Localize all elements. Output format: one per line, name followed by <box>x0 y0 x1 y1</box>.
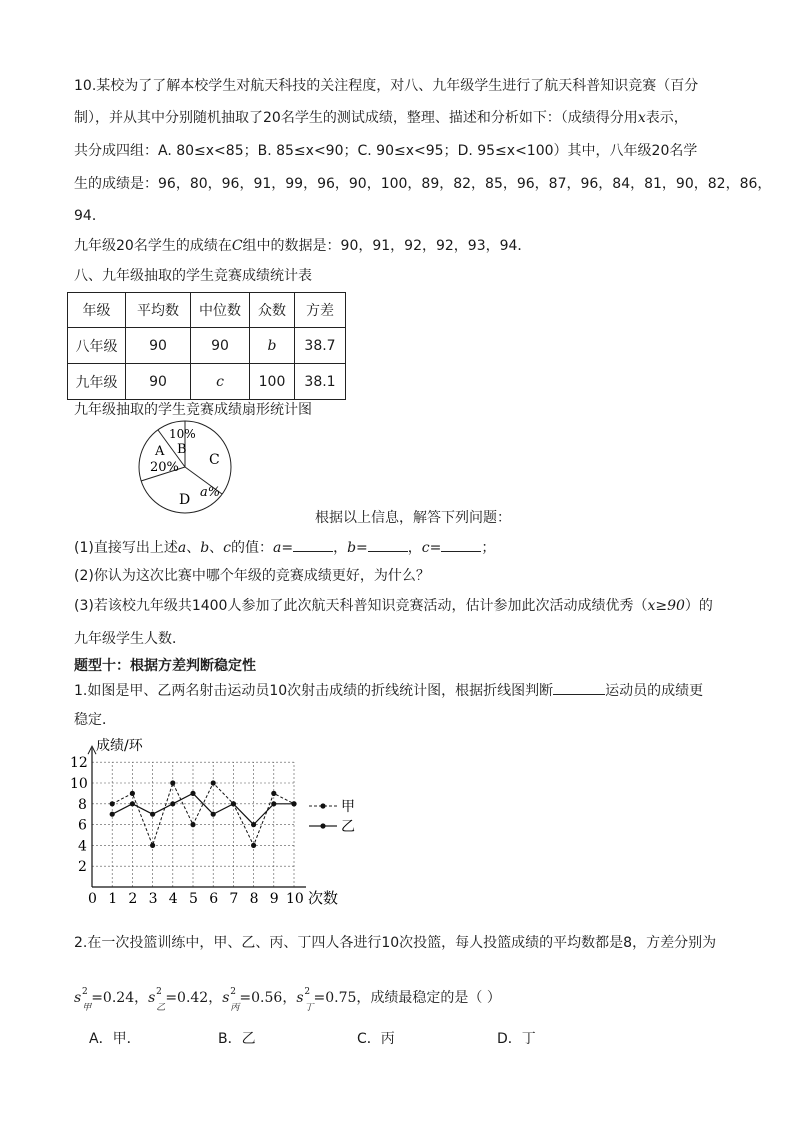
variance-item <box>148 988 164 1014</box>
pie-title: 九年级抽取的学生竞赛成绩扇形统计图 <box>74 402 312 418</box>
pie-label-d: D <box>179 492 191 508</box>
data-point-yi <box>291 801 296 806</box>
table-header: 平均数 <box>126 293 191 328</box>
table-header: 中位数 <box>191 293 250 328</box>
pie-label-d-pct: a% <box>200 485 221 500</box>
y-axis-label: 成绩/环 <box>96 738 143 755</box>
y-tick-label: 4 <box>78 838 87 855</box>
section-title: 题型十：根据方差判断稳定性 <box>74 658 256 674</box>
data-point-yi <box>130 801 135 806</box>
q10-var-c: C <box>231 238 243 254</box>
q2-option-c[interactable]: C．丙 <box>357 1031 395 1047</box>
table-cell: b <box>250 328 295 364</box>
var-s: s <box>296 990 304 1006</box>
q10-line4: 生的成绩是：96，80，96，91，99，96，90，100，89，82，85，96，87，96，84，81，90，82，86， <box>74 176 772 192</box>
x-tick-label: 7 <box>229 891 239 907</box>
x-tick-label: 4 <box>168 891 178 907</box>
legend-label-yi: 乙 <box>341 819 355 835</box>
x-tick-label: 9 <box>269 891 279 907</box>
q2-option-a[interactable]: A．甲． <box>89 1031 141 1047</box>
legend-marker <box>320 803 325 808</box>
q10-line1: 10.某校为了了解本校学生对航天科技的关注程度，对八、九年级学生进行了航天科普知识竞赛（百分 <box>74 78 699 94</box>
q10-sub2: (2)你认为这次比赛中哪个年级的竞赛成绩更好，为什么？ <box>74 568 430 584</box>
sub1-comma: ， <box>407 540 422 556</box>
q10-line3 <box>74 141 697 161</box>
q10-group-a: A. 80≤x<85； <box>158 143 258 159</box>
q1-text-b: 运动员的成绩更 <box>605 683 704 699</box>
q1-text-a: 1.如图是甲、乙两名射击运动员10次射击成绩的折线统计图，根据折线图判断 <box>74 683 554 699</box>
table-row <box>68 328 346 364</box>
table-cell: c <box>191 364 250 400</box>
sub1-end: ； <box>481 540 496 556</box>
table-header: 年级 <box>68 293 126 328</box>
var-value: =0.24， <box>91 990 149 1006</box>
data-point-jia <box>170 780 175 785</box>
y-tick-label: 12 <box>70 755 88 772</box>
q10-line6 <box>74 236 531 256</box>
data-point-yi <box>211 812 216 817</box>
table-cell: 38.7 <box>295 328 346 364</box>
var-sq: 2 <box>156 987 162 997</box>
data-point-yi <box>251 822 256 827</box>
table-cell: 100 <box>250 364 295 400</box>
table-row <box>68 364 346 400</box>
var-sub: 丙 <box>230 1002 240 1013</box>
q2-line1: 2.在一次投篮训练中，甲、乙、丙、丁四人各进行10次投篮，每人投篮成绩的平均数都是8，方差分别为 <box>74 935 717 951</box>
var-sq: 2 <box>82 987 88 997</box>
x-tick-label: 0 <box>88 891 97 907</box>
pie-label-a: A <box>155 444 165 459</box>
data-point-yi <box>170 801 175 806</box>
var-sq: 2 <box>304 987 311 997</box>
var-s: s <box>74 990 82 1006</box>
table-header-row <box>68 293 346 328</box>
answer-blank-q1[interactable] <box>553 680 605 695</box>
chart-legend <box>307 798 367 842</box>
pie-label-c: C <box>209 452 220 468</box>
q10-group-d: D. 95≤x<100 <box>457 143 554 159</box>
x-tick-label: 6 <box>209 891 219 907</box>
data-point-jia <box>271 791 276 796</box>
data-point-jia <box>110 801 115 806</box>
data-point-yi <box>271 801 276 806</box>
y-tick-label: 2 <box>78 859 87 876</box>
q10-line2 <box>74 108 688 128</box>
y-tick-label: 10 <box>70 776 88 792</box>
var-value: =0.42， <box>165 990 223 1006</box>
sub1-var-c: c <box>223 540 232 556</box>
stats-table <box>67 292 346 400</box>
sub1-eq-b: b= <box>347 540 368 556</box>
q10-sub3 <box>74 596 713 616</box>
data-point-yi <box>190 791 195 796</box>
y-tick-label: 8 <box>78 796 87 813</box>
pie-label-a-pct: 20% <box>150 460 179 475</box>
q10-line6-b: 组中的数据是：90，91，92，92，93，94． <box>242 238 532 254</box>
q10-group-b: B. 85≤x<90； <box>257 143 358 159</box>
var-value: =0.75， <box>313 990 371 1006</box>
var-sub: 丁 <box>304 1002 314 1013</box>
q2-option-b[interactable]: B．乙 <box>218 1031 256 1047</box>
data-point-yi <box>150 812 155 817</box>
answer-blank-b[interactable] <box>368 537 408 552</box>
q10-line3-end: ）其中，八年级20名学 <box>553 143 698 159</box>
q2-stem-end: 成绩最稳定的是（ ） <box>370 990 501 1006</box>
x-tick-label: 10 <box>286 891 304 907</box>
table-cell: 38.1 <box>295 364 346 400</box>
table-cell: 90 <box>126 364 191 400</box>
table-header: 众数 <box>250 293 295 328</box>
data-point-yi <box>110 812 115 817</box>
q1-line2: 稳定． <box>74 712 116 728</box>
data-point-jia <box>130 791 135 796</box>
x-tick-label: 2 <box>128 891 138 907</box>
data-point-yi <box>231 801 236 806</box>
pie-chart <box>140 420 250 524</box>
q10-line6-a: 九年级20名学生的成绩在 <box>74 238 232 254</box>
x-tick-label: 8 <box>249 891 259 907</box>
table-cell: 八年级 <box>68 328 126 364</box>
q2-variances <box>74 988 501 1014</box>
table-cell: 九年级 <box>68 364 126 400</box>
sub1-sep: 、 <box>186 540 201 556</box>
variance-item <box>296 988 312 1014</box>
q10-line3-a: 共分成四组： <box>74 143 158 159</box>
sub1-eq-a: a= <box>273 540 294 556</box>
var-s: s <box>148 990 156 1006</box>
q10-sub3-line2: 九年级学生人数． <box>74 631 186 647</box>
legend-marker <box>320 823 325 828</box>
q10-line2-end: 表示， <box>645 110 688 126</box>
var-sub: 乙 <box>156 1002 166 1013</box>
q10-group-c: C. 90≤x<95； <box>357 143 458 159</box>
q1-line1 <box>74 680 703 701</box>
table-title: 八、九年级抽取的学生竞赛成绩统计表 <box>74 268 312 284</box>
x-tick-label: 5 <box>189 891 198 907</box>
table-cell: 90 <box>126 328 191 364</box>
data-point-jia <box>190 822 195 827</box>
sub1-var-a: a <box>177 540 187 556</box>
q10-line2-text: 制），并从其中分别随机抽取了20名学生的测试成绩，整理、描述和分析如下：（成绩得分用 <box>74 110 638 126</box>
sub3-cond: x≥90 <box>647 598 685 614</box>
sub1-text: (1)直接写出上述 <box>74 540 178 556</box>
sub1-var-b: b <box>200 540 210 556</box>
series-line-jia <box>112 783 294 845</box>
sub3-text: (3)若该校九年级共1400人参加了此次航天科普知识竞赛活动，估计参加此次活动成绩优秀（ <box>74 598 648 614</box>
data-point-jia <box>251 843 256 848</box>
x-tick-label: 3 <box>148 891 158 907</box>
sub3-text-b: ）的 <box>684 598 713 614</box>
y-tick-label: 6 <box>78 817 87 834</box>
sub1-sep: 、 <box>209 540 224 556</box>
q10-var-x: x <box>637 110 646 126</box>
variance-item <box>222 988 238 1014</box>
data-point-jia <box>150 843 155 848</box>
q2-option-d[interactable]: D．丁 <box>497 1031 536 1047</box>
x-axis-label: 次数 <box>308 889 339 907</box>
q10-intro: 根据以上信息，解答下列问题： <box>315 510 511 526</box>
var-sub: 甲 <box>82 1002 92 1013</box>
sub1-text-b: 的值： <box>231 540 274 556</box>
variance-item <box>74 988 90 1014</box>
var-sq: 2 <box>230 987 236 997</box>
legend-label-jia: 甲 <box>341 799 355 815</box>
q10-sub1 <box>74 537 495 558</box>
pie-label-b: B <box>177 442 187 457</box>
answer-blank-a[interactable] <box>293 537 333 552</box>
answer-blank-c[interactable] <box>441 537 481 552</box>
q10-line5: 94． <box>74 208 106 224</box>
var-value: =0.56， <box>239 990 297 1006</box>
sub1-eq-c: c= <box>421 540 442 556</box>
data-point-jia <box>211 780 216 785</box>
table-cell: 90 <box>191 328 250 364</box>
x-tick-label: 1 <box>108 891 118 907</box>
var-s: s <box>222 990 230 1006</box>
sub1-comma: ， <box>333 540 348 556</box>
pie-label-b-pct: 10% <box>169 427 196 441</box>
table-header: 方差 <box>295 293 346 328</box>
series-line-yi <box>112 793 294 824</box>
